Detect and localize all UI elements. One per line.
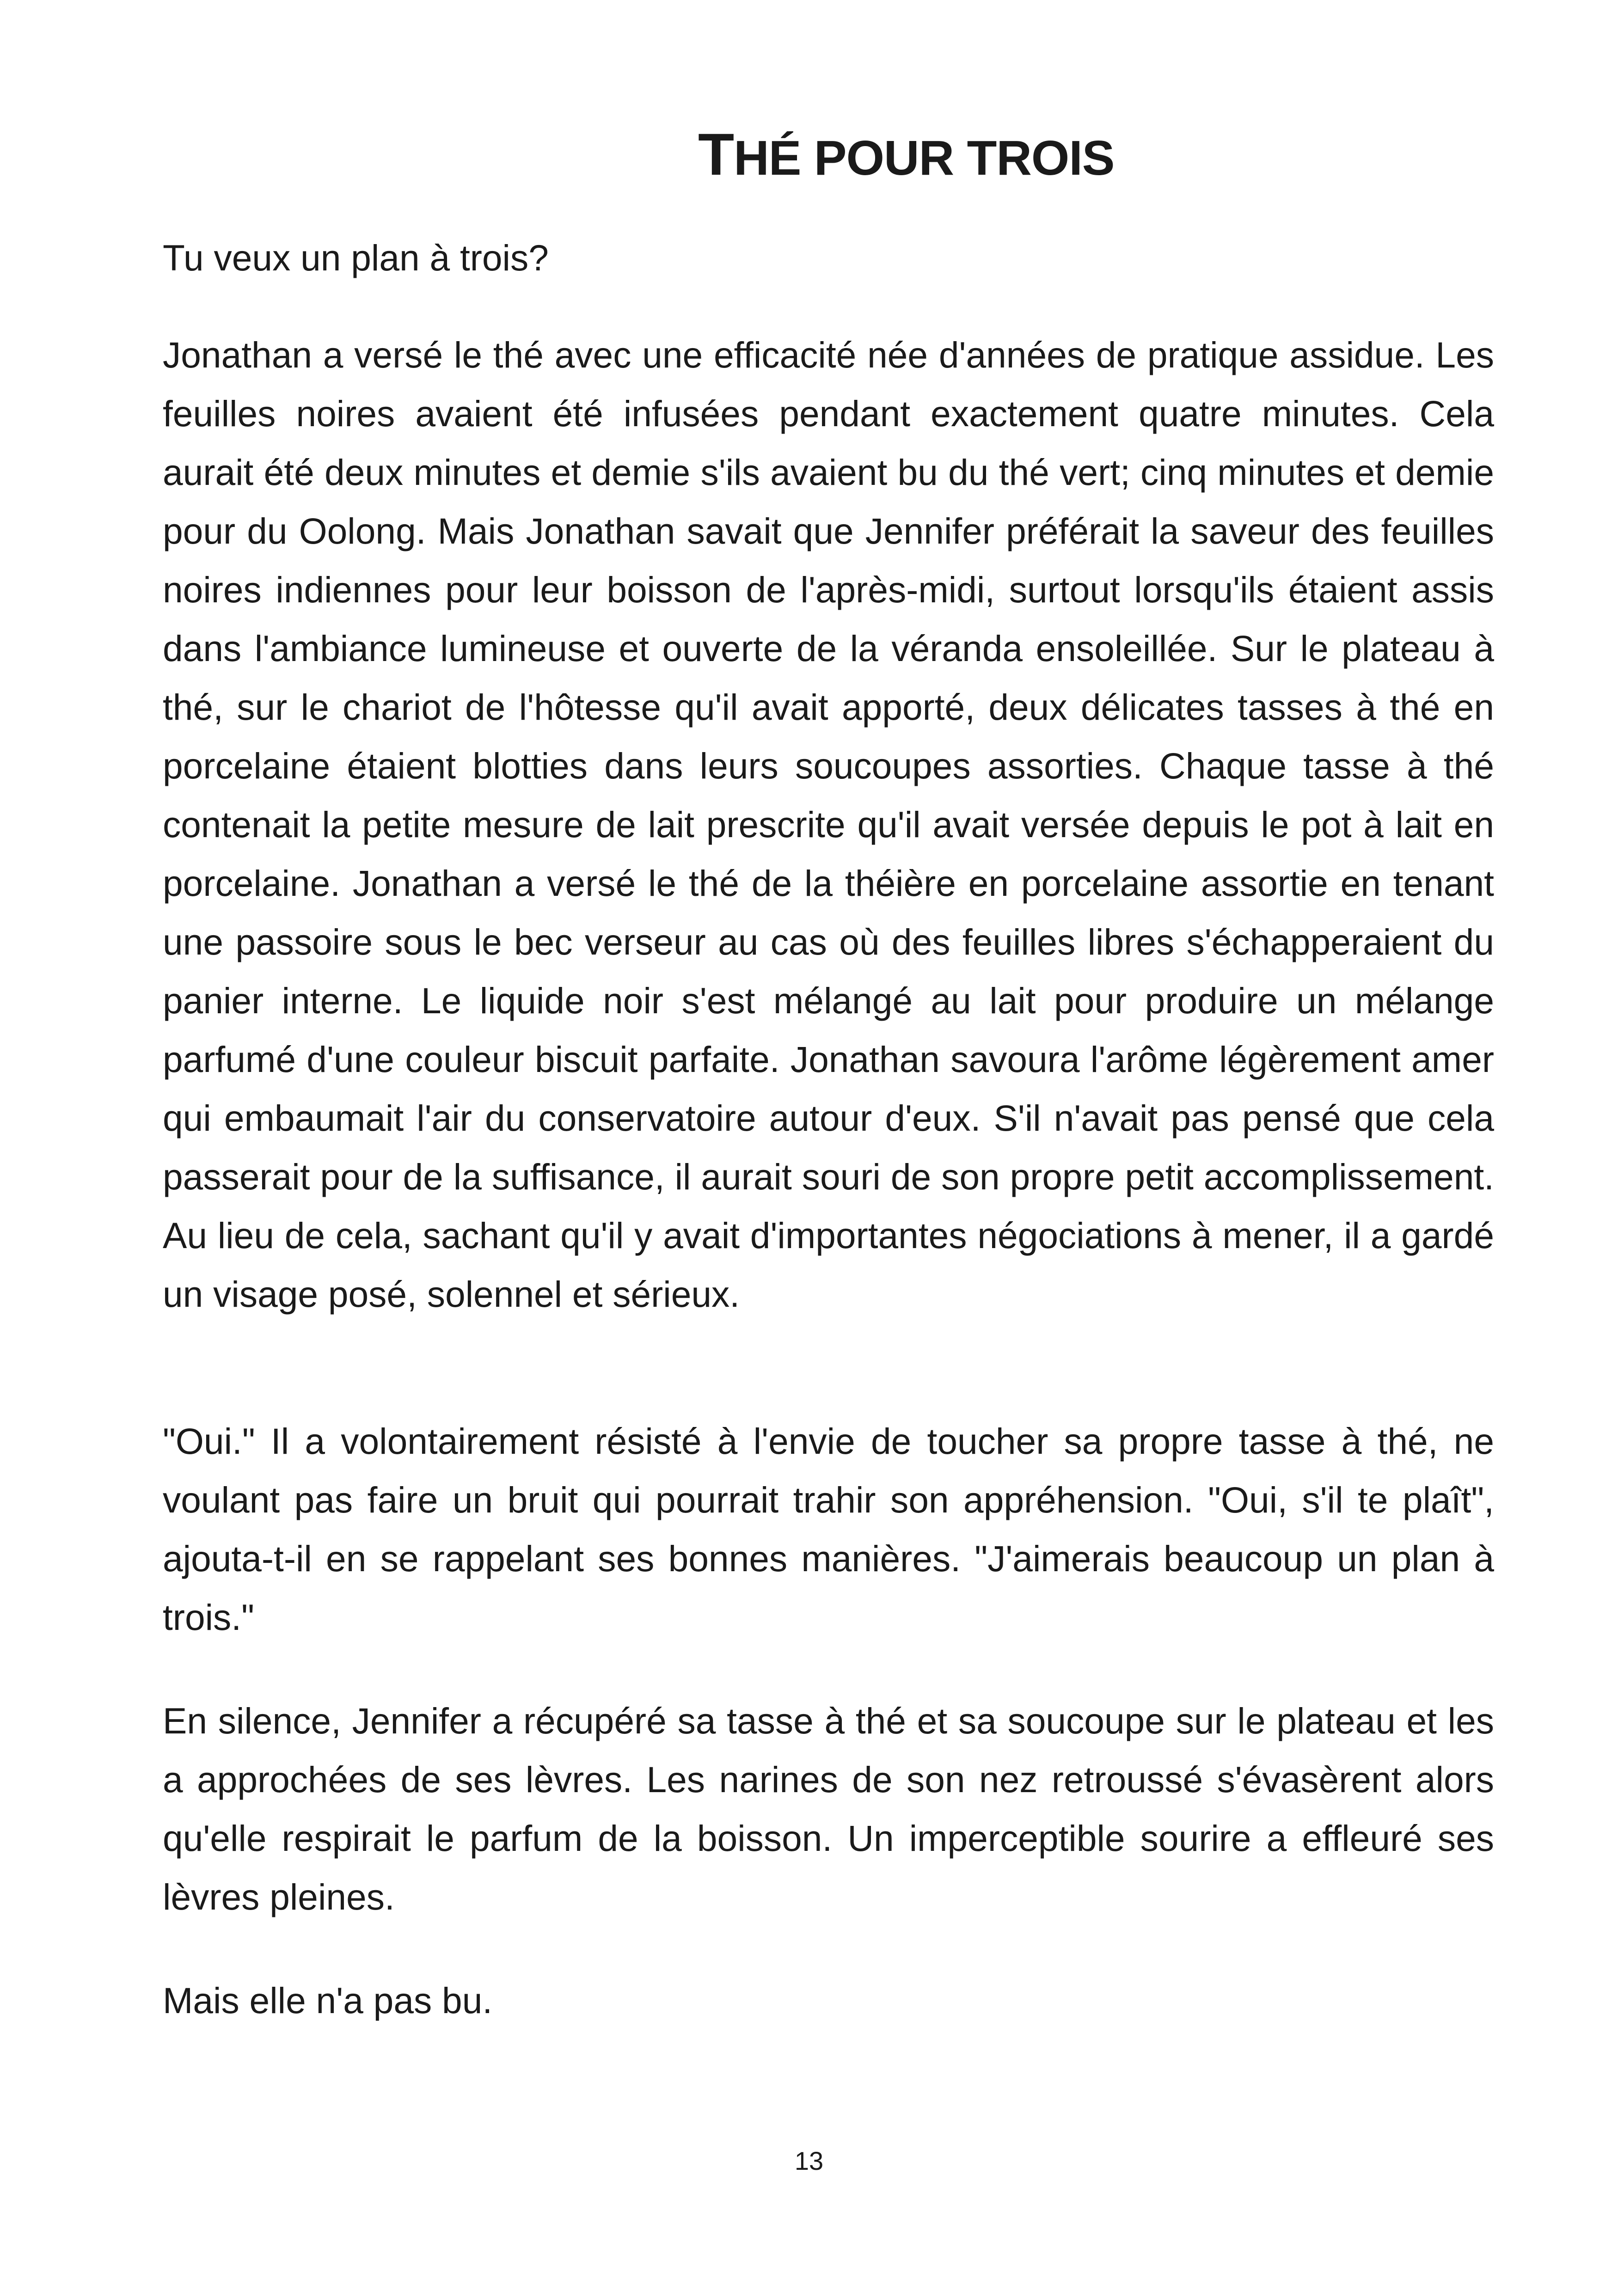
paragraph-silence: En silence, Jennifer a récupéré sa tasse à thé et sa soucoupe sur le plateau et les a approchées de ses lèvres. Les narines de son nez retroussé s'évasèrent alors qu'elle respirait le parfum de la boisson. Un imperceptible sourire a effleuré ses lèvres pleines. (163, 1701, 1494, 1917)
paragraph-tea-pouring: Jonathan a versé le thé avec une efficacité née d'années de pratique assidue. Les feuilles noires avaient été infusées pendant exactement quatre minutes. Cela aurait été deux minutes et demie s'ils avaient bu du thé vert; cinq minutes et demie pour du Oolong. Mais Jonathan savait que Jennifer préférait la saveur des feuilles noires indiennes pour leur boisson de l'après-midi, surtout lorsqu'ils étaient assis dans l'ambiance lumineuse et ouverte de la véranda ensoleillée. Sur le plateau à thé, sur le chariot de l'hôtesse qu'il avait apporté, deux délicates tasses à thé en porcelaine étaient blotties dans leurs soucoupes assorties. Chaque tasse à thé contenait la petite mesure de lait prescrite qu'il avait versée depuis le pot à lait en porcelaine. Jonathan a versé le thé de la théière en porcelaine assortie en tenant une passoire sous le bec verseur au cas où des feuilles libres s'échapperaient du panier interne. Le liquide noir s'est mélangé au lait pour produire un mélange parfumé d'une couleur biscuit parfaite. Jonathan savoura l'arôme légèrement amer qui embaumait l'air du conservatoire autour d'eux. S'il n'avait pas pensé que cela passerait pour de la suffisance, il aurait souri de son propre petit accomplissement. Au lieu de cela, sachant qu'il y avait d'importantes négociations à mener, il a gardé un visage posé, solennel et sérieux. (163, 335, 1494, 1315)
page-number: 13 (794, 2146, 824, 2175)
paragraph-closing: Mais elle n'a pas bu. (163, 1980, 493, 2021)
paragraph-intro: Tu veux un plan à trois? (163, 238, 549, 278)
chapter-title-rest: HÉ POUR TROIS (734, 131, 1115, 185)
paragraph-oui: "Oui." Il a volontairement résisté à l'envie de toucher sa propre tasse à thé, ne voulant pas faire un bruit qui pourrait trahir son appréhension. "Oui, s'il te plaît", ajouta-t-il en se rappelant ses bonnes manières. "J'aimerais beaucoup un plan à trois." (163, 1421, 1494, 1638)
chapter-title-initial: T (698, 122, 734, 188)
chapter-title (698, 118, 1115, 195)
